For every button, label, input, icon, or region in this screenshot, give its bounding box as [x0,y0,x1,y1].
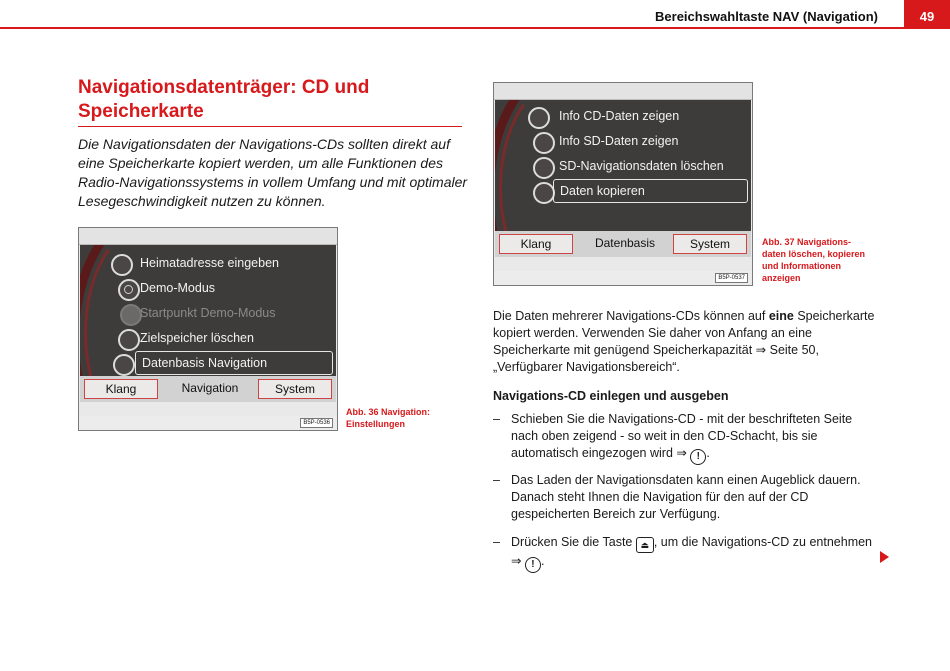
bullet-text: Drücken Sie die Taste [511,535,636,549]
header-title: Bereichswahltaste NAV (Navigation) [655,9,878,24]
menu-item-label: Info SD-Daten zeigen [559,134,679,148]
menu-knob [533,132,555,154]
bullet-text: Schieben Sie die Navigations-CD - mit der beschrifteten Seite nach oben zeigend - so weit in den CD-Schacht, bis sie automatisch eingezogen wird ⇒ [511,412,853,460]
menu-item-label: Demo-Modus [140,281,216,295]
klang-button[interactable]: Klang [84,379,158,399]
menu-item-heimatadresse[interactable] [140,252,330,274]
subheading: Navigations-CD einlegen und ausgeben [493,389,729,403]
list-item [493,411,878,463]
menu-item-zielspeicher[interactable] [140,327,330,349]
datenbasis-tab[interactable]: Datenbasis [594,236,656,250]
warning-icon: ! [690,449,706,465]
section-title: Navigationsdatenträger: CD und Speicherkarte [78,77,370,122]
list-text: Das Laden der Navigationsdaten kann einen Augeblick dauern. Danach steht Ihnen die Navigation für den auf der CD gespeicherten Bereich zur Verfügung. [511,473,861,521]
para-emphasis: eine [768,309,794,323]
figure-37 [493,82,753,286]
header-rule [0,27,950,29]
system-button[interactable]: System [673,234,747,254]
menu-knob [120,304,142,326]
menu-item-info-cd[interactable] [559,105,749,127]
menu-item-datenbasis[interactable] [135,351,333,375]
section-rule [78,126,462,127]
menu-knob [111,254,133,276]
screen-bottom-bar [495,231,751,257]
menu-item-label: Startpunkt Demo-Modus [140,306,276,320]
figure-code: B5P-0536 [300,418,333,428]
list-text [511,534,877,573]
warning-icon: ! [525,557,541,573]
eject-icon: ⏏ [636,537,654,553]
menu-knob [118,329,140,351]
menu-knob [118,279,140,301]
menu-item-label: Daten kopieren [560,184,645,198]
menu-knob [533,157,555,179]
para-text: Speicherkarte kopiert werden. Verwenden Sie daher von Anfang an eine Speicherkarte mit genügend Speicherkapazität ⇒ Seite 50, „Verfügbarer Navigationsbereich“. [493,309,875,374]
screen-top-bar [79,228,337,245]
screen-top-bar [494,83,752,100]
list-dash: – [493,473,500,487]
page-number: 49 [904,0,950,28]
list-item [493,534,878,570]
menu-item-startpunkt-demo [140,302,330,324]
list-dash: – [493,412,500,426]
menu-item-sd-loeschen[interactable] [559,155,749,177]
menu-item-label: Datenbasis Navigation [142,356,268,370]
menu-item-label: Zielspeicher löschen [140,331,254,345]
bullet-text: . [540,554,545,568]
menu-knob [113,354,135,376]
menu-item-label: Info CD-Daten zeigen [559,109,680,123]
intro-paragraph: Die Navigationsdaten der Navigations-CDs sollten direkt auf eine Speicherkarte kopiert werden, um alle Funktionen des Radio-Navigationssystems in vollem Umfang und mit optimaler Lesegeschwindigkeit nutzen zu können. [78,136,468,209]
menu-item-label: Heimatadresse eingeben [140,256,279,270]
klang-button[interactable]: Klang [499,234,573,254]
system-button[interactable]: System [258,379,332,399]
figure-36-caption: Abb. 36 Navigation: Einstellungen [346,407,431,429]
figure-37-caption: Abb. 37 Navigations-daten löschen, kopieren und Informationen anzeigen [762,237,866,283]
figure-36 [78,227,338,431]
list-item [493,472,878,524]
screen-bottom-bar [80,376,336,402]
figure-footer [494,271,752,285]
list-dash: – [493,535,500,549]
para-text: Die Daten mehrerer Navigations-CDs können auf [493,309,769,323]
menu-item-info-sd[interactable] [559,130,749,152]
menu-item-daten-kopieren[interactable] [553,179,748,203]
figure-code: B5P-0537 [715,273,748,283]
body-paragraph [493,308,883,376]
figure-footer [79,416,337,430]
menu-item-label: SD-Navigationsdaten löschen [559,159,724,173]
next-page-arrow-icon[interactable] [880,551,889,563]
menu-knob [533,182,555,204]
navigation-tab[interactable]: Navigation [181,381,239,395]
menu-item-demo-modus[interactable] [140,277,330,299]
menu-knob [528,107,550,129]
bullet-text: , um die Navigations-CD zu entnehmen ⇒ [511,535,873,568]
list-text [511,411,877,465]
bullet-text: . [706,446,710,460]
